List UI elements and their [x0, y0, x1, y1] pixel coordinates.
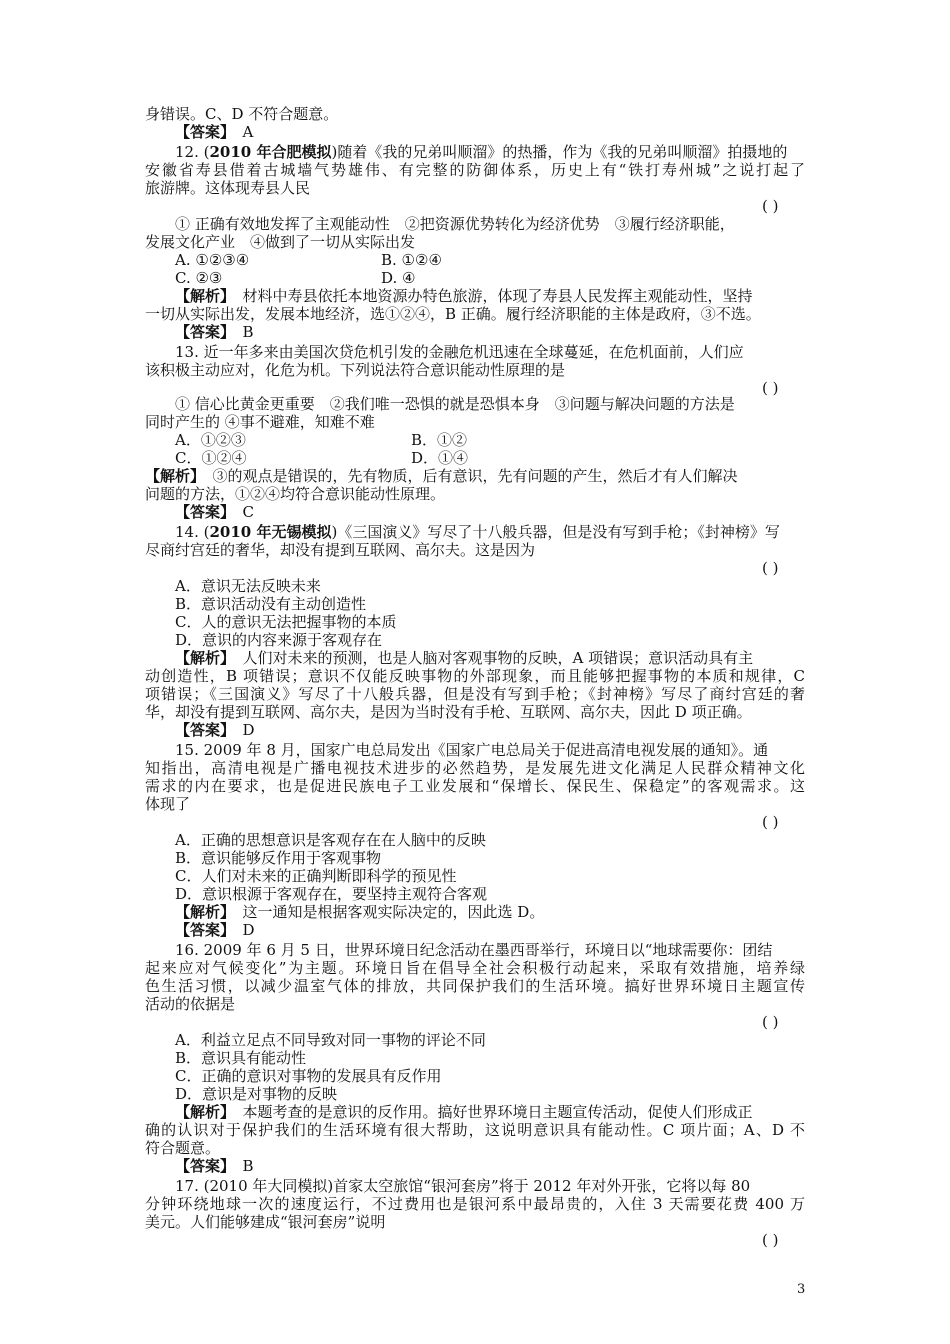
option-c: C. ②③	[175, 269, 223, 287]
option-d: D. ④	[381, 269, 416, 287]
option-c: C．①②④	[175, 449, 247, 467]
q16-stem-1: 16. 2009 年 6 月 5 日，世界环境日纪念活动在墨西哥举行，环境日以“地球需要你：团结	[175, 941, 773, 959]
q13-items-1: ① 信心比黄金更重要 ②我们唯一恐惧的就是恐惧本身 ③问题与解决问题的方法是	[175, 395, 735, 413]
answer-line	[175, 721, 255, 739]
q15-stem-4: 体现了	[145, 795, 191, 813]
option-b: B．意识能够反作用于客观事物	[175, 849, 382, 867]
option-a: A．①②③	[175, 431, 246, 449]
q13-stem-1: 13. 近一年多来由美国次贷危机引发的金融危机迅速在全球蔓延，在危机面前，人们应	[175, 343, 744, 361]
analysis-tag: 【解析】	[175, 649, 228, 667]
answer-value: D	[242, 921, 255, 939]
q12-stem	[175, 143, 787, 161]
analysis-text: 一切从实际出发，发展本地经济，选①②④，B 正确。履行经济职能的主体是政府，③不选。	[145, 305, 761, 323]
analysis-line	[175, 287, 753, 305]
analysis-tag: 【解析】	[175, 287, 228, 305]
analysis-line	[175, 903, 544, 921]
option-a: A．利益立足点不同导致对同一事物的评论不同	[175, 1031, 486, 1049]
q14-stem	[175, 523, 780, 541]
page-number: 3	[797, 1282, 806, 1297]
q17-stem-1: 17. (2010 年大同模拟)首家太空旅馆“银河套房”将于 2012 年对外开张，它将以每 80	[175, 1177, 751, 1195]
q17-stem-2: 分钟环绕地球一次的速度运行，不过费用也是银河系中最昂贵的，入住 3 天需要花费 400 万	[145, 1195, 805, 1213]
answer-bracket: ( )	[762, 813, 779, 831]
analysis-line	[145, 467, 738, 485]
option-d: D．意识是对事物的反映	[175, 1085, 338, 1103]
q16-stem-3: 色生活习惯，以减少温室气体的排放，共同保护我们的生活环境。搞好世界环境日主题宣传	[145, 977, 805, 995]
q17-stem-3: 美元。人们能够建成“银河套房”说明	[145, 1213, 386, 1231]
answer-value: C	[242, 503, 255, 521]
analysis-line	[175, 649, 753, 667]
q12-source: 2010 年合肥模拟	[209, 143, 332, 161]
answer-bracket: ( )	[762, 1013, 779, 1031]
answer-value: B	[242, 323, 254, 341]
option-a: A．正确的思想意识是客观存在在人脑中的反映	[175, 831, 486, 849]
answer-line	[175, 921, 255, 939]
answer-tag: 【答案】	[175, 503, 228, 521]
answer-line	[175, 123, 253, 141]
q16-stem-2: 起来应对气候变化”为主题。环境日旨在倡导全社会积极行动起来，采取有效措施，培养绿	[145, 959, 805, 977]
q12-stem-3: 旅游牌。这体现寿县人民	[145, 179, 311, 197]
option-a: A．意识无法反映未来	[175, 577, 321, 595]
answer-value: B	[242, 1157, 254, 1175]
answer-tag: 【答案】	[175, 323, 228, 341]
q14-stem-1: )《三国演义》写尽了十八般兵器，但是没有写到手枪；《封神榜》写	[331, 523, 780, 541]
answer-value: D	[242, 721, 255, 739]
option-c: C．正确的意识对事物的发展具有反作用	[175, 1067, 442, 1085]
analysis-text: 材料中寿县依托本地资源办特色旅游，体现了寿县人民发挥主观能动性，坚持	[242, 287, 753, 305]
analysis-tag: 【解析】	[175, 1103, 228, 1121]
analysis-text: 问题的方法，①②④均符合意识能动性原理。	[145, 485, 446, 503]
analysis-text: 这一通知是根据客观实际决定的，因此选 D。	[242, 903, 545, 921]
analysis-tag: 【解析】	[145, 467, 198, 485]
answer-line	[175, 323, 254, 341]
q12-number: 12. (	[175, 143, 210, 161]
option-b: B. ①②④	[381, 251, 442, 269]
option-c: C．人的意识无法把握事物的本质	[175, 613, 397, 631]
text-line: 身错误。C、D 不符合题意。	[145, 105, 339, 123]
option-d: D．意识根源于客观存在，要坚持主观符合客观	[175, 885, 488, 903]
option-d: D．①④	[411, 449, 469, 467]
analysis-text: 人们对未来的预测，也是人脑对客观事物的反映，A 项错误；意识活动具有主	[242, 649, 754, 667]
q14-source: 2010 年无锡模拟	[209, 523, 332, 541]
q14-number: 14. (	[175, 523, 210, 541]
answer-tag: 【答案】	[175, 921, 228, 939]
analysis-text: 项错误；《三国演义》写尽了十八般兵器，但是没有写到手枪；《封神榜》写尽了商纣宫廷的奢	[145, 685, 805, 703]
answer-tag: 【答案】	[175, 1157, 228, 1175]
analysis-text: ③的观点是错误的，先有物质，后有意识，先有问题的产生，然后才有人们解决	[212, 467, 738, 485]
answer-bracket: ( )	[762, 559, 779, 577]
answer-bracket: ( )	[762, 1231, 779, 1249]
option-a: A. ①②③④	[175, 251, 250, 269]
answer-bracket: ( )	[762, 379, 779, 397]
q15-stem-3: 需求的内在要求，也是促进民族电子工业发展和“保增长、保民生、保稳定”的客观需求。这	[145, 777, 805, 795]
option-d: D．意识的内容来源于客观存在	[175, 631, 383, 649]
q15-stem-2: 知指出，高清电视是广播电视技术进步的必然趋势，是发展先进文化满足人民群众精神文化	[145, 759, 805, 777]
option-b: B．意识具有能动性	[175, 1049, 307, 1067]
q13-items-2: 同时产生的 ④事不避难，知难不难	[145, 413, 375, 431]
option-b: B．意识活动没有主动创造性	[175, 595, 367, 613]
analysis-text: 华，却没有提到互联网、高尔夫，是因为当时没有手枪、互联网、高尔夫，因此 D 项正确。	[145, 703, 752, 721]
option-c: C．人们对未来的正确判断即科学的预见性	[175, 867, 457, 885]
answer-line	[175, 1157, 254, 1175]
q12-stem-2: 安徽省寿县借着古城墙气势雄伟、有完整的防御体系，历史上有“铁打寿州城”之说打起了	[145, 161, 805, 179]
q12-items-2: 发展文化产业 ④做到了一切从实际出发	[145, 233, 416, 251]
q12-items-1: ① 正确有效地发挥了主观能动性 ②把资源优势转化为经济优势 ③履行经济职能，	[175, 215, 735, 233]
answer-line	[175, 503, 254, 521]
analysis-text: 确的认识对于保护我们的生活环境有很大帮助，这说明意识具有能动性。C 项片面；A、D 不	[145, 1121, 805, 1139]
analysis-text: 本题考查的是意识的反作用。搞好世界环境日主题宣传活动，促使人们形成正	[242, 1103, 753, 1121]
q13-stem-2: 该积极主动应对，化危为机。下列说法符合意识能动性原理的是	[145, 361, 566, 379]
answer-tag: 【答案】	[175, 721, 228, 739]
answer-value: A	[242, 123, 254, 141]
analysis-line	[175, 1103, 753, 1121]
analysis-text: 符合题意。	[145, 1139, 221, 1157]
q15-stem-1: 15. 2009 年 8 月，国家广电总局发出《国家广电总局关于促进高清电视发展的通知》。通	[175, 741, 769, 759]
option-b: B．①②	[411, 431, 468, 449]
q14-stem-2: 尽商纣宫廷的奢华，却没有提到互联网、高尔夫。这是因为	[145, 541, 536, 559]
answer-tag: 【答案】	[175, 123, 228, 141]
analysis-text: 动创造性，B 项错误；意识不仅能反映事物的外部现象，而且能够把握事物的本质和规律，C	[145, 667, 805, 685]
q16-stem-4: 活动的依据是	[145, 995, 236, 1013]
answer-bracket: ( )	[762, 197, 779, 215]
q12-stem-1: )随着《我的兄弟叫顺溜》的热播，作为《我的兄弟叫顺溜》拍摄地的	[331, 143, 788, 161]
analysis-tag: 【解析】	[175, 903, 228, 921]
